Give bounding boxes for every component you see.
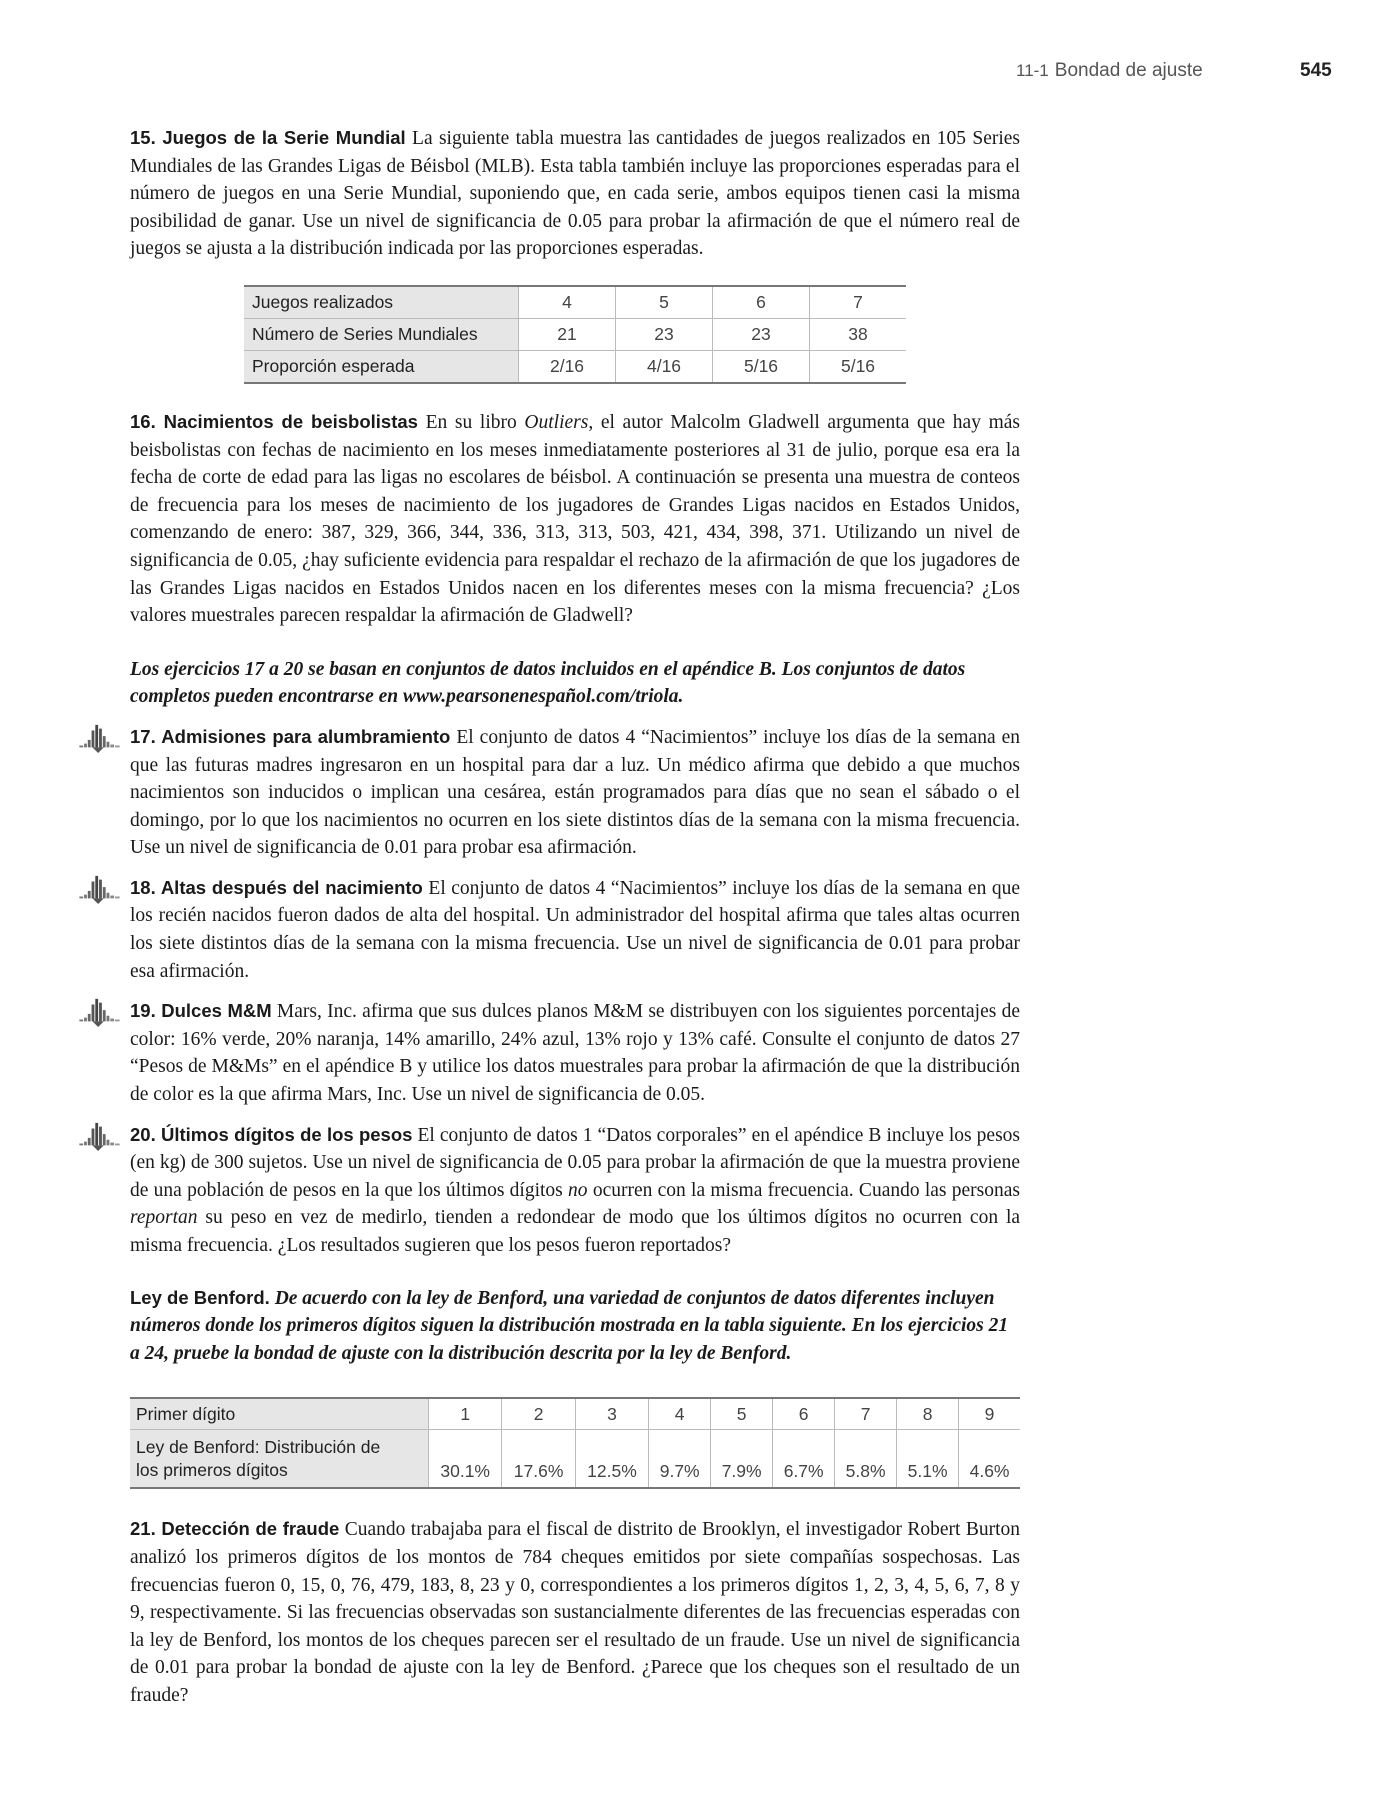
table-cell: 6	[773, 1398, 835, 1430]
page-content	[130, 124, 1020, 1722]
table-cell: 4	[519, 286, 616, 319]
table-cell: 9.7%	[649, 1430, 711, 1489]
section-title: Bondad de ajuste	[1054, 60, 1203, 81]
table-row	[130, 1430, 1020, 1489]
table-row	[244, 286, 906, 319]
table-cell: 6.7%	[773, 1430, 835, 1489]
table-cell: 9	[959, 1398, 1020, 1430]
table-cell: 3	[575, 1398, 648, 1430]
table-cell: 7	[810, 286, 907, 319]
exercise-17	[130, 723, 1020, 862]
exercise-text: El conjunto de datos 1 “Datos corporales” en el apéndice B incluye los pesos (en kg) de 300 sujetos. Use un nivel de significancia de 0.05 para probar la afirmación de que la muestra proviene de una población de pesos en la que los últimos dígitos	[130, 1124, 1021, 1201]
table-cell: 5/16	[713, 350, 810, 383]
exercise-text: La siguiente tabla muestra las cantidades de juegos realizados en 105 Series Mundiales de las Grandes Ligas de Béisbol (MLB). Esta tabla también incluye las proporciones esperadas para el número de juegos en una Serie Mundial, suponiendo que, en cada serie, ambos equipos tienen casi la misma posibilidad de ganar. Use un nivel de significancia de 0.05 para probar la afirmación de que el número real de juegos se ajusta a la distribución indicada por las proporciones esperadas.	[130, 128, 1021, 260]
table-cell: 17.6%	[502, 1430, 575, 1489]
row-label: Primer dígito	[130, 1398, 429, 1430]
exercise-15	[130, 124, 1020, 263]
table-cell: 30.1%	[429, 1430, 502, 1489]
exercise-title: 21. Detección de fraude	[130, 1518, 340, 1540]
exercise-21	[130, 1515, 1020, 1709]
table-cell: 23	[713, 318, 810, 350]
dataset-icon	[78, 1121, 122, 1151]
section-number: 11-1	[1016, 61, 1049, 80]
datasets-intro: Los ejercicios 17 a 20 se basan en conjuntos de datos incluidos en el apéndice B. Los conjuntos de datos completos pueden encontrarse en www.pearsonenespañol.com/triola.	[130, 658, 966, 708]
table-cell: 38	[810, 318, 907, 350]
exercise-text: El conjunto de datos 4 “Nacimientos” incluye los días de la semana en que los recién nacidos fueron dados de alta del hospital. Un administrador del hospital afirma que tales altas ocurren los siete distintos días de la semana con la misma frecuencia. Use un nivel de significancia de 0.01 para probar esa afirmación.	[130, 877, 1021, 982]
row-label-line: Ley de Benford: Distribución de	[136, 1437, 381, 1458]
table-cell: 7	[835, 1398, 897, 1430]
table-cell: 5	[616, 286, 713, 319]
exercise-text: Mars, Inc. afirma que sus dulces planos M&M se distribuyen con los siguientes porcentajes de color: 16% verde, 20% naranja, 14% amarillo, 24% azul, 13% rojo y 13% café. Consulte el conjunto de datos 27 “Pesos de M&Ms” en el apéndice B y utilice los datos muestrales para probar la afirmación de que la distribución de color es la que afirma Mars, Inc. Use un nivel de significancia de 0.05.	[130, 1001, 1021, 1106]
table-row	[244, 318, 906, 350]
exercise-20	[130, 1121, 1020, 1260]
dataset-icon	[78, 997, 122, 1027]
exercise-text: ocurren con la misma frecuencia. Cuando las personas	[592, 1179, 1021, 1201]
section-label	[1016, 60, 1203, 82]
row-label-line: los primeros dígitos	[136, 1460, 288, 1481]
table-cell: 23	[616, 318, 713, 350]
table-row	[130, 1398, 1020, 1430]
table-cell: 4.6%	[959, 1430, 1020, 1489]
table-cell: 7.9%	[711, 1430, 773, 1489]
world-series-table	[244, 285, 906, 384]
benford-lead: Ley de Benford.	[130, 1286, 270, 1308]
exercise-title: 17. Admisiones para alumbramiento	[130, 725, 451, 747]
page-number: 545	[1300, 60, 1332, 81]
table-cell: 8	[897, 1398, 959, 1430]
table-cell: 5	[711, 1398, 773, 1430]
row-label	[130, 1430, 429, 1489]
table-row	[244, 350, 906, 383]
exercise-text: El conjunto de datos 4 “Nacimientos” incluye los días de la semana en que las futuras madres ingresaron en un hospital para dar a luz. Un médico afirma que debido a que muchos nacimientos son inducidos o implican una cesárea, están programados para días que no sean el sábado o el domingo, por lo que los nacimientos no ocurren en los siete distintos días de la semana con la misma frecuencia. Use un nivel de significancia de 0.01 para probar esa afirmación.	[130, 726, 1020, 859]
exercise-text: En su libro	[425, 411, 517, 433]
exercise-title: 15. Juegos de la Serie Mundial	[130, 127, 406, 148]
exercise-16	[130, 408, 1020, 630]
exercise-title: 16. Nacimientos de beisbolistas	[130, 410, 418, 432]
book-title: Outliers	[524, 411, 589, 433]
exercise-text: su peso en vez de medirlo, tienden a redondear de modo que los últimos dígitos no ocurren con la misma frecuencia. ¿Los resultados sugieren que los pesos fueron reportados?	[130, 1207, 1021, 1256]
running-header	[0, 60, 1400, 90]
table-cell: 1	[429, 1398, 502, 1430]
exercise-18	[130, 874, 1020, 985]
row-label: Proporción esperada	[244, 350, 519, 383]
dataset-icon	[78, 723, 122, 753]
emphasis: no	[568, 1179, 588, 1201]
table-cell: 5.8%	[835, 1430, 897, 1489]
table-cell: 5.1%	[897, 1430, 959, 1489]
table-cell: 2/16	[519, 350, 616, 383]
table-cell: 5/16	[810, 350, 907, 383]
table-cell: 4	[649, 1398, 711, 1430]
table-cell: 2	[502, 1398, 575, 1430]
table-cell: 6	[713, 286, 810, 319]
row-label: Número de Series Mundiales	[244, 318, 519, 350]
exercise-title: 20. Últimos dígitos de los pesos	[130, 1123, 413, 1145]
table-cell: 12.5%	[575, 1430, 648, 1489]
exercise-text: Cuando trabajaba para el fiscal de distrito de Brooklyn, el investigador Robert Burton analizó los primeros dígitos de los montos de 784 cheques emitidos por siete compañías sospechosas. Las frecuencias fueron 0, 15, 0, 76, 479, 183, 8, 23 y 0, correspondientes a los primeros dígitos 1, 2, 3, 4, 5, 6, 7, 8 y 9, respectivamente. Si las frecuencias observadas son sustancialmente diferentes de las frecuencias esperadas con la ley de Benford, los montos de los cheques parecen ser el resultado de un fraude. Use un nivel de significancia de 0.01 para probar la bondad de ajuste con la ley de Benford. ¿Parece que los cheques son el resultado de un fraude?	[130, 1519, 1021, 1706]
benford-table	[130, 1397, 1020, 1489]
exercise-19	[130, 997, 1020, 1108]
emphasis: reportan	[130, 1207, 198, 1229]
benford-intro	[130, 1284, 1020, 1368]
dataset-icon	[78, 874, 122, 904]
table-cell: 4/16	[616, 350, 713, 383]
exercise-text: , el autor Malcolm Gladwell argumenta que hay más beisbolistas con fechas de nacimiento en los meses inmediatamente posteriores al 31 de julio, porque esa era la fecha de corte de edad para las ligas no escolares de béisbol. A continuación se presenta una muestra de conteos de frecuencia para los meses de nacimiento de los jugadores de Grandes Ligas nacidos en Estados Unidos, comenzando de enero: 387, 329, 366, 344, 336, 313, 313, 503, 421, 434, 398, 371. Utilizando un nivel de significancia de 0.05, ¿hay suficiente evidencia para respaldar el rechazo de la afirmación de que los jugadores de las Grandes Ligas nacidos en Estados Unidos nacen en los diferentes meses con la misma frecuencia? ¿Los valores muestrales parecen respaldar la afirmación de Gladwell?	[130, 411, 1021, 627]
exercise-title: 18. Altas después del nacimiento	[130, 876, 423, 898]
benford-text: De acuerdo con la ley de Benford, una variedad de conjuntos de datos diferentes incluyen números donde los primeros dígitos siguen la distribución mostrada en la tabla siguiente. En los ejercicios 21 a 24, pruebe la bondad de ajuste con la distribución descrita por la ley de Benford.	[130, 1287, 1009, 1364]
row-label: Juegos realizados	[244, 286, 519, 319]
table-cell: 21	[519, 318, 616, 350]
exercise-title: 19. Dulces M&M	[130, 1000, 272, 1022]
